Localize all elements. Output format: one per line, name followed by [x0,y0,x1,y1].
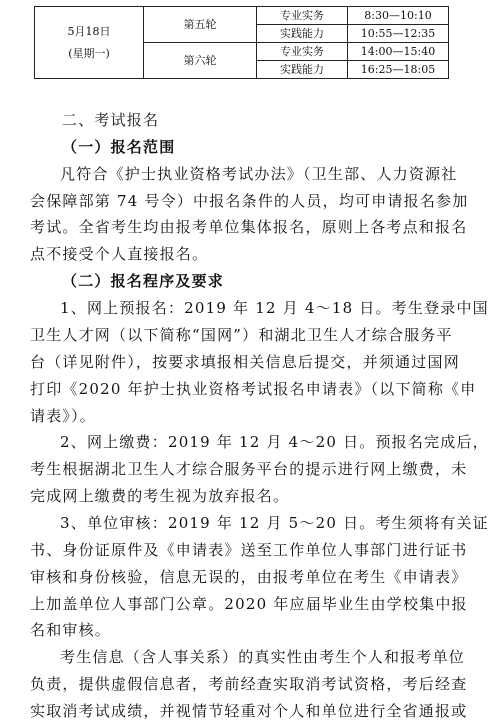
table-row [35,7,449,25]
paragraph-line: 完成网上缴费的考生视为放弃报名。 [30,487,290,506]
exam-schedule-table [34,6,449,79]
subject-cell: 专业实务 [257,43,348,61]
paragraph-line: 实取消考试成绩，并视情节轻重对个人和单位进行全省通报或 [30,702,468,720]
paragraph-line: 考生根据湖北卫生人才综合服务平台的提示进行网上缴费，未 [30,460,468,479]
paragraph-line: 打印《2020 年护士执业资格考试报名申请表》（以下简称《申 [30,379,477,398]
paragraph-line: 考生信息（含人事关系）的真实性由考生个人和报考单位 [60,648,466,667]
paragraph-line: 会保障部第 74 号令）中报名条件的人员，均可申请报名参加 [30,191,469,210]
date-cell [35,7,144,79]
round-cell: 第六轮 [144,43,257,79]
paragraph-line: 点不接受个人直接报名。 [30,245,209,264]
subject-cell: 实践能力 [257,25,348,43]
paragraph-line: 上加盖单位人事部门公章。2020 年应届毕业生由学校集中报 [30,594,468,613]
paragraph-line: 审核和身份核验，信息无误的，由报考单位在考生《申请表》 [30,567,468,586]
paragraph-line: 书、身份证原件及《申请表》送至工作单位人事部门进行证书 [30,540,468,559]
round-cell: 第五轮 [144,7,257,43]
paragraph-line: 名和审核。 [30,621,112,640]
time-cell: 16:25—18:05 [348,61,449,79]
time-cell: 10:55—12:35 [348,25,449,43]
paragraph-line: 1、网上预报名：2019 年 12 月 4～18 日。考生登录中国 [60,299,489,318]
time-cell: 8:30—10:10 [348,7,449,25]
paragraph-line: 3、单位审核：2019 年 12 月 5～20 日。考生须将有关证 [60,513,489,532]
subsection-heading: （二）报名程序及要求 [62,272,225,291]
paragraph-line: 台（详见附件），按要求填报相关信息后提交，并须通过国网 [30,352,460,371]
paragraph-line: 负责，提供虚假信息者，考前经查实取消考试资格，考后经查 [30,675,468,694]
paragraph-line: 考试。全省考生均由报考单位集体报名，原则上各考点和报名 [30,218,468,237]
section-heading: 二、考试报名 [62,111,160,129]
paragraph-line: 卫生人才网（以下简称“国网”）和湖北卫生人才综合服务平 [30,325,453,344]
paragraph-line: 请表》）。 [30,406,97,425]
subject-cell: 实践能力 [257,61,348,79]
exam-date: 5月18日 [67,24,111,38]
subject-cell: 专业实务 [257,7,348,25]
exam-weekday: (星期一) [68,46,110,60]
time-cell: 14:00—15:40 [348,43,449,61]
subsection-heading: （一）报名范围 [62,137,176,156]
paragraph-line: 凡符合《护士执业资格考试办法》（卫生部、人力资源社 [60,164,458,183]
paragraph-line: 2、网上缴费：2019 年 12 月 4～20 日。预报名完成后， [60,433,489,452]
